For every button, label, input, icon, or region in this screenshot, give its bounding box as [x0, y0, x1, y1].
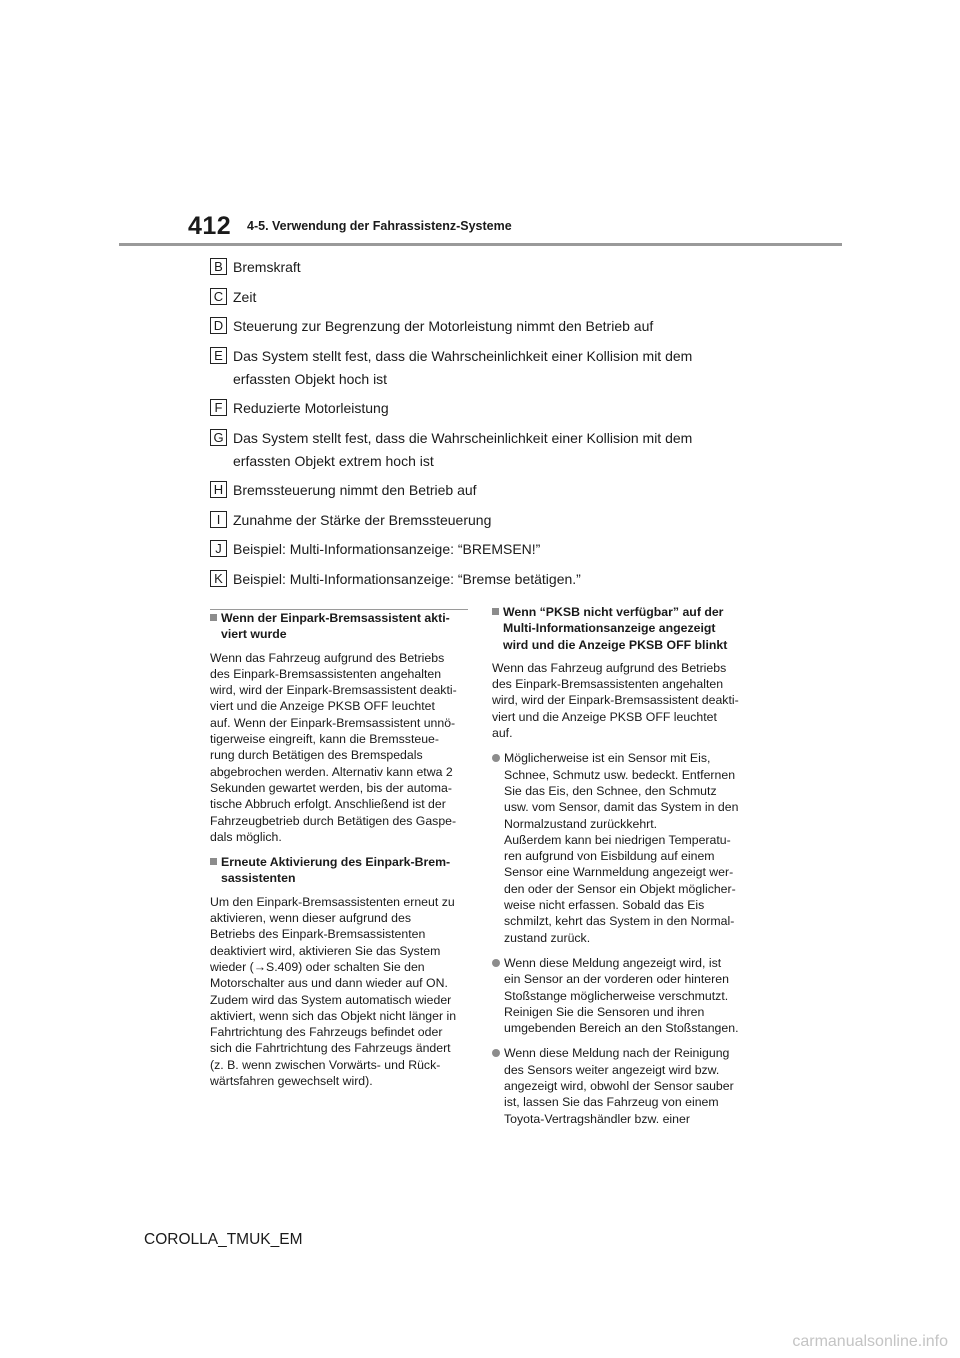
- text-line: Fahrzeugbetrieb durch Betätigen des Gaspe-: [210, 813, 457, 828]
- text-line: Bremskraft: [233, 259, 301, 275]
- legend-letter-box: F: [210, 399, 227, 416]
- bullet-dot-icon: [492, 959, 500, 967]
- text-line: Stoßstange möglicherweise verschmutzt.: [504, 988, 729, 1003]
- text-line: ren aufgrund von Eisbildung auf einem: [504, 849, 715, 864]
- footer-model-code: COROLLA_TMUK_EM: [144, 1231, 303, 1248]
- text-line: aktiviert, wenn sich das Objekt nicht länger in: [210, 1008, 457, 1023]
- bullet-text: [504, 1046, 734, 1125]
- text-line: umgebenden Bereich an den Stoßstangen.: [504, 1021, 739, 1036]
- bullet-list: [492, 750, 754, 1127]
- bullet-dot-icon: [492, 1049, 500, 1057]
- legend-letter-box: D: [210, 317, 227, 334]
- text-line: Toyota-Vertragshändler bzw. einer: [504, 1111, 690, 1126]
- text-line: Möglicherweise ist ein Sensor mit Eis,: [504, 751, 711, 766]
- text-line: viert und die Anzeige PKSB OFF leuchtet: [492, 709, 717, 724]
- text-line: Wenn das Fahrzeug aufgrund des Betriebs: [492, 660, 727, 675]
- heading-pksb-unavailable: Wenn “PKSB nicht verfügbar” auf der Multi-Informationsanzeige angezeigt wird und die Anzeige PKSB OFF blinkt: [492, 604, 754, 653]
- legend-letter-box: H: [210, 481, 227, 498]
- text-line: wird, wird der Einpark-Bremsassistent deakti-: [210, 683, 457, 698]
- text-line: Sie das Eis, den Schnee, den Schmutz: [504, 783, 717, 798]
- legend-text: [233, 348, 692, 387]
- legend-letter-box: I: [210, 511, 227, 528]
- legend-text: [233, 571, 581, 587]
- text-line: auf.: [492, 726, 513, 741]
- text-line: dals möglich.: [210, 829, 282, 844]
- legend-item: [210, 345, 770, 391]
- heading-reactivation: Erneute Aktivierung des Einpark-Brem- sassistenten: [210, 854, 472, 887]
- legend-letter-box: C: [210, 288, 227, 305]
- legend-letter-box: G: [210, 429, 227, 446]
- text-line: ist, lassen Sie das Fahrzeug von einem: [504, 1095, 719, 1110]
- text-line: Zudem wird das System automatisch wieder: [210, 992, 452, 1007]
- text-line: rung durch Betätigen des Bremspedals: [210, 748, 423, 763]
- bullet-text: [504, 751, 738, 944]
- text-line: Beispiel: Multi-Informationsanzeige: “BREMSEN!”: [233, 541, 541, 557]
- text-line: tigerweise eingreift, kann die Bremssteue-: [210, 732, 439, 747]
- legend-item: [210, 509, 770, 532]
- legend-item: [210, 479, 770, 502]
- text-line: des Sensors weiter angezeigt wird bzw.: [504, 1062, 720, 1077]
- legend-text: [233, 289, 256, 305]
- text-line: Wenn diese Meldung angezeigt wird, ist: [504, 955, 722, 970]
- text-line: Zeit: [233, 288, 257, 305]
- text-line: aktivieren, wenn dieser aufgrund des: [210, 911, 411, 926]
- text-line: angezeigt wird, obwohl der Sensor sauber: [504, 1079, 734, 1094]
- text-line: wieder (→S.409) oder schalten Sie den: [210, 959, 425, 974]
- text-line: Normalzustand zurückkehrt.: [504, 816, 658, 831]
- legend-text: [233, 541, 540, 557]
- legend-item: [210, 538, 770, 561]
- text-line: sich die Fahrtrichtung des Fahrzeugs ändert: [210, 1041, 451, 1056]
- text-line: Beispiel: Multi-Informationsanzeige: “Bremse betätigen.”: [233, 570, 581, 587]
- text-line: Sekunden gewartet werden, bis der automa-: [210, 780, 452, 795]
- legend-item: [210, 315, 770, 338]
- legend-item: [210, 427, 770, 473]
- text-line: Bremssteuerung nimmt den Betrieb auf: [233, 482, 477, 498]
- text-line: erfassten Objekt extrem hoch ist: [233, 452, 434, 469]
- legend-letter-box: K: [210, 570, 227, 587]
- left-column: [210, 604, 472, 1098]
- text-line: weise nicht erfassen. Sobald das Eis: [504, 898, 705, 913]
- section-title: 4-5. Verwendung der Fahrassistenz-Systeme: [247, 219, 512, 233]
- legend-text: [233, 430, 692, 469]
- bullet-item: [492, 750, 754, 946]
- legend-letter-box: B: [210, 258, 227, 275]
- text-line: Wenn das Fahrzeug aufgrund des Betriebs: [210, 650, 445, 665]
- text-line: ein Sensor an der vorderen oder hinteren: [504, 972, 729, 987]
- text-line: des Einpark-Bremsassistenten angehalten: [210, 666, 442, 681]
- text-line: Wenn diese Meldung nach der Reinigung: [504, 1046, 730, 1061]
- text-line: Steuerung zur Begrenzung der Motorleistung nimmt den Betrieb auf: [233, 318, 654, 334]
- text-line: Betriebs des Einpark-Bremsassistenten: [210, 927, 426, 942]
- text-line: usw. vom Sensor, damit das System in den: [504, 800, 739, 815]
- text-line: Um den Einpark-Bremsassistenten erneut zu: [210, 894, 455, 909]
- text-line: auf. Wenn der Einpark-Bremsassistent unnö-: [210, 715, 456, 730]
- heading-activated: Wenn der Einpark-Bremsassistent akti- viert wurde: [210, 610, 472, 643]
- bullet-item: [492, 1045, 754, 1126]
- legend-letter-box: E: [210, 347, 227, 364]
- right-column: [492, 604, 754, 1136]
- bullet-text: [504, 956, 739, 1035]
- legend-letter-box: J: [210, 540, 227, 557]
- legend-list: [210, 256, 770, 597]
- text-line: schmilzt, kehrt das System in den Normal-: [504, 914, 735, 929]
- text-line: tische Abbruch erfolgt. Anschließend ist der: [210, 797, 446, 812]
- text-line: Außerdem kann bei niedrigen Temperatu-: [504, 832, 731, 847]
- bullet-dot-icon: [492, 754, 500, 762]
- legend-text: [233, 512, 491, 528]
- text-line: Zunahme der Stärke der Bremssteuerung: [233, 511, 492, 528]
- text-line: wärtsfahren gewechselt wird).: [210, 1074, 373, 1089]
- watermark: carmanualsonline.info: [792, 1333, 948, 1350]
- paragraph-activated: [210, 650, 472, 846]
- legend-item: [210, 286, 770, 309]
- text-line: Fahrtrichtung des Fahrzeugs befindet oder: [210, 1025, 443, 1040]
- page-number: 412: [188, 212, 232, 240]
- text-line: zustand zurück.: [504, 930, 591, 945]
- legend-item: [210, 256, 770, 279]
- text-line: abgebrochen werden. Alternativ kann etwa 2: [210, 764, 453, 779]
- text-line: wird, wird der Einpark-Bremsassistent deakti-: [492, 693, 739, 708]
- header-divider: [119, 243, 842, 246]
- text-line: Das System stellt fest, dass die Wahrscheinlichkeit einer Kollision mit dem: [233, 429, 693, 446]
- legend-text: [233, 400, 389, 416]
- paragraph-pksb-unavailable: [492, 660, 754, 741]
- legend-text: [233, 259, 301, 275]
- text-line: Sensor eine Warnmeldung angezeigt wer-: [504, 865, 734, 880]
- legend-item: [210, 568, 770, 591]
- legend-text: [233, 318, 653, 334]
- text-line: Das System stellt fest, dass die Wahrscheinlichkeit einer Kollision mit dem: [233, 347, 693, 364]
- text-line: viert und die Anzeige PKSB OFF leuchtet: [210, 699, 435, 714]
- text-line: deaktiviert wird, aktivieren Sie das System: [210, 943, 441, 958]
- text-line: Reduzierte Motorleistung: [233, 400, 389, 416]
- text-line: Schnee, Schmutz usw. bedeckt. Entfernen: [504, 767, 736, 782]
- bullet-item: [492, 955, 754, 1036]
- text-line: Reinigen Sie die Sensoren und ihren: [504, 1004, 705, 1019]
- legend-text: [233, 482, 477, 498]
- text-line: Motorschalter aus und dann wieder auf ON.: [210, 976, 448, 991]
- text-line: erfassten Objekt hoch ist: [233, 370, 388, 387]
- legend-item: [210, 397, 770, 420]
- paragraph-reactivation: [210, 894, 472, 1090]
- text-line: (z. B. wenn zwischen Vorwärts- und Rück-: [210, 1057, 441, 1072]
- text-line: den oder der Sensor ein Objekt möglicher-: [504, 881, 736, 896]
- text-line: des Einpark-Bremsassistenten angehalten: [492, 677, 724, 692]
